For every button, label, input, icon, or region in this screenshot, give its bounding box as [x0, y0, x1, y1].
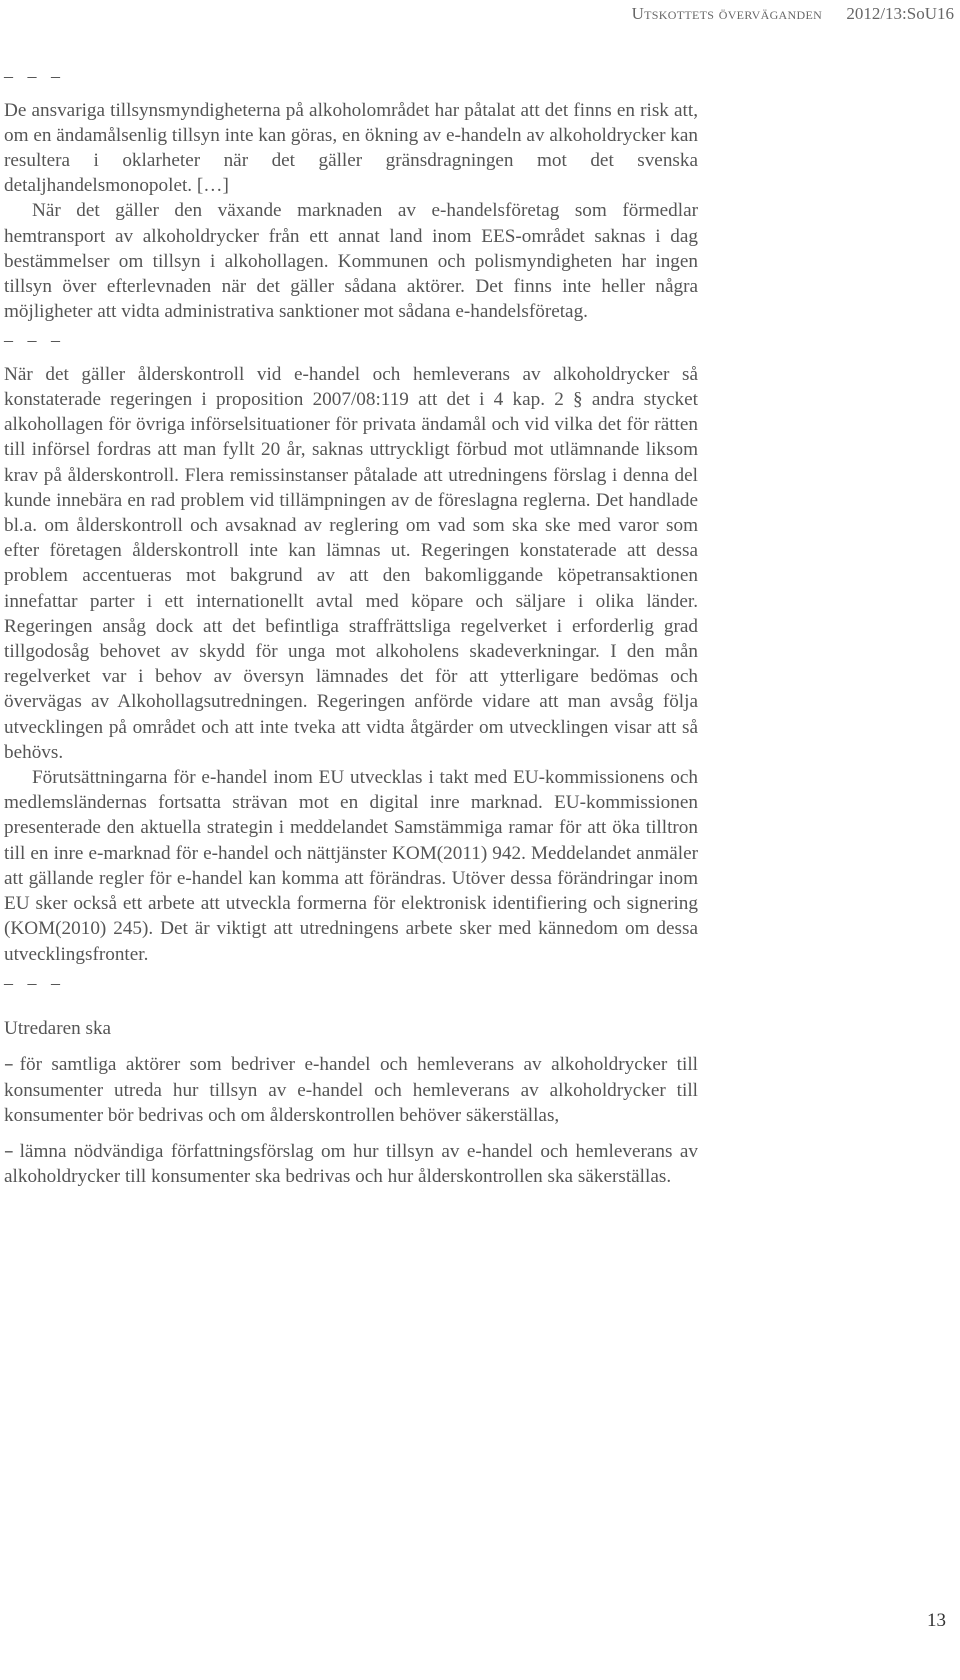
separator-2: – – – — [4, 330, 65, 351]
separator-1: – – – — [4, 66, 65, 86]
separator-3: – – – — [4, 972, 65, 993]
paragraph-3: När det gäller ålderskontroll vid e-handel och hemleverans av alkoholdrycker så konstaterade regeringen i proposition 2007/08:119 att det i 4 kap. 2 § andra stycket alkohollagen för övriga införselsituationer för privata ändamål och vid vilka det för rätten till införsel fordras att man fyllt 20 år, saknas uttryckligt förbud mot utlämnande liksom krav på ålderskontroll. Flera remissinstanser påtalade att utredningens förslag i denna del kunde innebära en rad problem vid tillämpningen av de föreslagna reglerna. Det handlade bl.a. om ålderskontroll och avsaknad av reglering om vad som ska ske med varor som efter företagen ålderskontroll inte kan lämnas ut. Regeringen konstaterade att dessa problem accentueras mot bakgrund av att den bakomliggande köpetransaktionen innefattar parter i ett internationellt avtal med köpare och säljare i olika länder. Regeringen ansåg dock att det befintliga straffrättsliga regelverket i erforderlig grad tillgodosåg behovet av skydd för unga mot alkoholens skadeverkningar. I den mån regelverket var i behov av översyn lämnades det för att ytterligare bedömas och övervägas av Alkohollagsutredningen. Regeringen anförde vidare att man avsåg följa utvecklingen på området och att inte tveka att vidta åtgärder om utvecklingen visar att så behövs. — [4, 363, 698, 763]
page-number: 13 — [927, 1610, 946, 1631]
paragraph-1: De ansvariga tillsynsmyndigheterna på alkoholområdet har påtalat att det finns en risk att, om en ändamålsenlig tillsyn inte kan göras, en ökning av e-handeln av alkoholdrycker kan resultera i oklarheter när det gäller gränsdragningen mot det svenska detaljhandelsmonopolet. […] — [4, 99, 698, 197]
lead-line: Utredaren ska — [4, 1018, 112, 1040]
dash-marker: – — [4, 1052, 14, 1076]
paragraph-2: När det gäller den växande marknaden av e-handelsföretag som förmedlar hemtransport av alkoholdrycker från ett annat land inom EES-området saknas i dag bestämmelser om tillsyn i alkohollagen. Kommunen och polismyndigheten har ingen tillsyn över efterlevnaden när det gäller sådana aktörer. Det finns inte heller några möjligheter att vidta administrativa sanktioner mot sådana e-handelsföretag. — [4, 200, 698, 323]
dash-marker: – — [4, 1139, 14, 1163]
list-item — [4, 1138, 698, 1189]
paragraph-4: Förutsättningarna för e-handel inom EU utvecklas i takt med EU-kommissionens och medlemsländernas fortsatta strävan mot en digital inre marknad. EU-kommissionen presenterade den aktuella strategin i meddelandet Samstämmiga ramar för att öka tilltron till en inre e-marknad för e-handel och nättjänster KOM(2011) 942. Meddelandet anmäler att gällande regler för e-handel kan komma att förändras. Utöver dessa förändringar inom EU sker också ett arbete att utveckla formerna för elektronisk identifiering och signering (KOM(2010) 245). Det är viktigt att utredningens arbete sker med kännedom om dessa utvecklingsfronter. — [4, 767, 698, 965]
list-item — [4, 1051, 698, 1128]
section-title: Utskottets överväganden — [631, 4, 823, 23]
list-item-text: för samtliga aktörer som bedriver e-handel och hemleverans av alkoholdrycker till konsumenter utreda hur tillsyn av e-handel och hemleverans av alkoholdrycker till konsumenter bör bedrivas och om ålderskontrollen behöver säkerställas, — [4, 1054, 698, 1126]
list-item-text: lämna nödvändiga författningsförslag om hur tillsyn av e-handel och hemleverans av alkoholdrycker till konsumenter ska bedrivas och hur ålderskontrollen ska säkerställas. — [4, 1141, 698, 1188]
document-number: 2012/13:SoU16 — [846, 4, 954, 23]
running-header — [632, 4, 954, 24]
quoted-text — [4, 60, 698, 1189]
